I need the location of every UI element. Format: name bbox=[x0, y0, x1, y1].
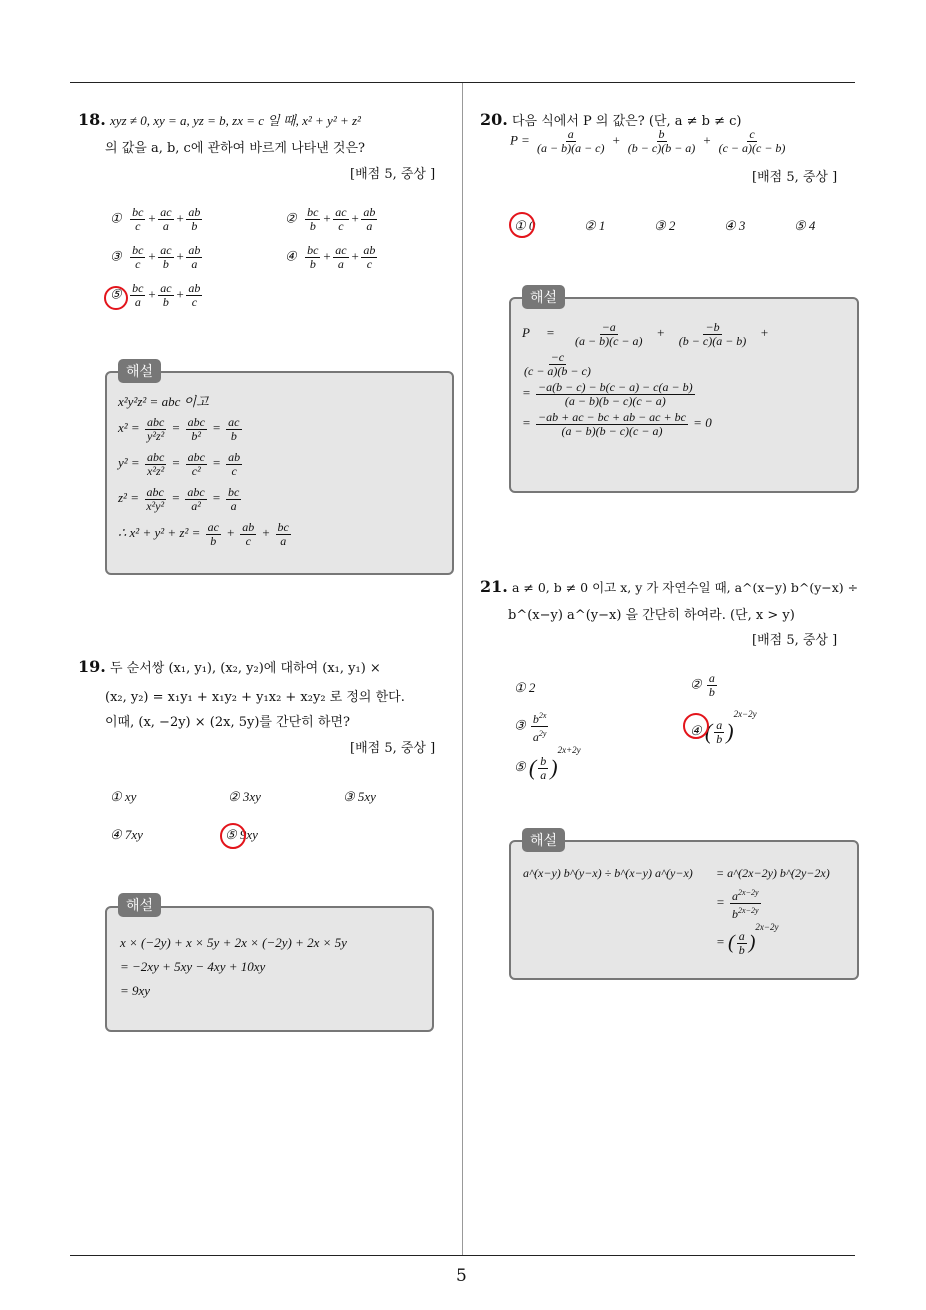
q20-stem bbox=[480, 110, 741, 129]
q20-sol-row-3: = $\frac{-a(b - c) - b(c - a) - c(a - b)}{(a - b)(b - c)(c - a)}$ bbox=[522, 379, 693, 408]
q21-solution-box bbox=[509, 840, 859, 980]
q21-sol-r3: = ( $\frac{a}{b}$ )$^{2x-2y}$ bbox=[716, 922, 779, 957]
q21-sol-r1: = a^(2x−2y) b^(2y−2x) bbox=[716, 866, 830, 880]
q18-choice-1[interactable]: ① $\frac{bc}{c}$ + $\frac{ac}{a}$ + $\frac{ab}{b}$ bbox=[110, 205, 201, 233]
q21-sol-r2: = $\frac{a^{2x-2y}}{b^{2x-2y}}$ bbox=[716, 888, 759, 921]
q18-sol-y2: y² = $\frac{\text{abc}}{\text{x²z²}}$ = $\frac{\text{abc}}{\text{c²}}$ = $\frac{ab}{c}$ bbox=[118, 449, 241, 478]
q21-solution-tag: 해설 bbox=[522, 828, 565, 852]
q19-solution-tag: 해설 bbox=[118, 893, 161, 917]
q20-choice-3[interactable]: ③ 2 bbox=[654, 218, 676, 233]
q19-sol-line-2: = −2xy + 5xy − 4xy + 10xy bbox=[120, 959, 266, 974]
q19-choice-3[interactable]: ③ 5xy bbox=[343, 789, 376, 804]
q21-number: 21. bbox=[480, 577, 508, 596]
q19-choice-2[interactable]: ② 3xy bbox=[228, 789, 261, 804]
q20-number: 20. bbox=[480, 110, 508, 129]
q20-sol-row-1: P = $\frac{-a}{(a - b)(c - a)}$ + $\frac{-b}{(b - c)(a - b)}$ + bbox=[522, 319, 769, 348]
q18-sol-z2: z² = $\frac{\text{abc}}{\text{x²y²}}$ = $\frac{\text{abc}}{\text{a²}}$ = $\frac{bc}{a}$ bbox=[118, 484, 240, 513]
q18-stem bbox=[78, 110, 361, 129]
q21-score: [배점 5, 중상 ] bbox=[752, 633, 838, 648]
q19-line2: (x₂, y₂) = x₁y₁ + x₁y₂ + y₁x₂ + x₂y₂ 로 정의 한다. bbox=[105, 690, 405, 705]
q18-solution bbox=[118, 394, 293, 550]
q21-choice-5[interactable]: ⑤ ( $\frac{b}{a}$ )$^{2x+2y}$ bbox=[514, 745, 581, 782]
q19-choice-4[interactable]: ④ 7xy bbox=[110, 827, 143, 842]
q20-choice-2[interactable]: ② 1 bbox=[584, 218, 606, 233]
column-divider bbox=[462, 83, 463, 1255]
q18-choice-5[interactable]: ⑤ $\frac{bc}{a}$ + $\frac{ac}{b}$ + $\frac{ab}{c}$ bbox=[110, 281, 201, 309]
q21-choice-4[interactable]: ④ ( $\frac{a}{b}$ )$^{2x-2y}$ bbox=[690, 709, 757, 746]
q19-score: [배점 5, 중상 ] bbox=[350, 741, 436, 756]
q18-sol-line1: x²y²z² = abc 이고 bbox=[118, 394, 209, 409]
q18-answer-mark bbox=[104, 286, 128, 310]
q19-sol-line-3: = 9xy bbox=[120, 983, 151, 998]
q20-line1: 다음 식에서 P 의 값은? (단, a ≠ b ≠ c) bbox=[511, 114, 742, 129]
q21-sol-lhs: a^(x−y) b^(y−x) ÷ b^(x−y) a^(y−x) bbox=[523, 866, 693, 880]
q18-line1: xyz ≠ 0, xy = a, yz = b, zx = c 일 때, x² + y² + z² bbox=[109, 113, 361, 128]
q20-answer-mark bbox=[509, 212, 535, 238]
q21-choice-1[interactable]: ① 2 bbox=[514, 680, 536, 695]
q20-sol-row-4: = $\frac{-ab + ac - bc + ab - ac + bc}{(a - b)(b - c)(c - a)}$ = 0 bbox=[522, 409, 712, 438]
q20-choice-5[interactable]: ⑤ 4 bbox=[794, 218, 816, 233]
q18-sol-sum: ∴ x² + y² + z² = $\frac{ac}{b}$ + $\frac{ab}{c}$ + $\frac{bc}{a}$ bbox=[118, 519, 289, 548]
q21-answer-mark bbox=[683, 713, 709, 739]
q21-line1: a ≠ 0, b ≠ 0 이고 x, y 가 자연수일 때, a^(x−y) b^(y−x) ÷ bbox=[511, 580, 859, 595]
q19-number: 19. bbox=[78, 657, 106, 676]
q19-solution bbox=[120, 935, 347, 1007]
q21-line2: b^(x−y) a^(y−x) 을 간단히 하여라. (단, x > y) bbox=[508, 608, 795, 623]
q20-choice-1[interactable]: ① 0 bbox=[514, 218, 536, 233]
q18-choice-2[interactable]: ② $\frac{bc}{b}$ + $\frac{ac}{c}$ + $\frac{ab}{a}$ bbox=[285, 205, 376, 233]
q21-stem bbox=[480, 577, 858, 596]
q20-choice-4[interactable]: ④ 3 bbox=[724, 218, 746, 233]
q20-formula: P = $\frac{a}{(a - b)(a - c)}$ + $\frac{b}{(b - c)(b - a)}$ + $\frac{c}{(c - a)(c - b)}$ bbox=[510, 127, 786, 155]
q18-score: [배점 5, 중상 ] bbox=[350, 167, 436, 182]
q21-choice-3[interactable]: ③ $\frac{b^{2x}}{a^{2y}}$ bbox=[514, 711, 547, 744]
q19-answer-mark bbox=[220, 823, 246, 849]
q19-line1: 두 순서쌍 (x₁, y₁), (x₂, y₂)에 대하여 (x₁, y₁) × bbox=[109, 661, 381, 676]
q18-choice-3[interactable]: ③ $\frac{bc}{c}$ + $\frac{ac}{b}$ + $\frac{ab}{a}$ bbox=[110, 243, 201, 271]
q20-solution-tag: 해설 bbox=[522, 285, 565, 309]
q18-line2: 의 값을 a, b, c에 관하여 바르게 나타낸 것은? bbox=[105, 141, 366, 156]
q19-line3: 이때, (x, −2y) × (2x, 5y)를 간단히 하면? bbox=[105, 715, 350, 730]
q18-solution-tag: 해설 bbox=[118, 359, 161, 383]
bottom-rule bbox=[70, 1255, 855, 1256]
q20-score: [배점 5, 중상 ] bbox=[752, 170, 838, 185]
q20-solution bbox=[522, 318, 769, 438]
q20-sol-row-2: $\frac{-c}{(c - a)(b - c)}$ bbox=[524, 349, 591, 378]
q19-choice-1[interactable]: ① xy bbox=[110, 789, 137, 804]
q18-choice-4[interactable]: ④ $\frac{bc}{b}$ + $\frac{ac}{a}$ + $\frac{ab}{c}$ bbox=[285, 243, 376, 271]
q18-number: 18. bbox=[78, 110, 106, 129]
q19-stem bbox=[78, 657, 381, 676]
q19-choice-5[interactable]: ⑤ 9xy bbox=[225, 827, 258, 842]
page-number: 5 bbox=[456, 1266, 467, 1286]
q19-sol-line-1: x × (−2y) + x × 5y + 2x × (−2y) + 2x × 5y bbox=[120, 935, 347, 950]
q21-choice-2[interactable]: ② $\frac{a}{b}$ bbox=[690, 671, 715, 699]
q18-sol-x2: x² = $\frac{\text{abc}}{\text{y²z²}}$ = $\frac{\text{abc}}{\text{b²}}$ = $\frac{ac}{b}$ bbox=[118, 414, 240, 443]
